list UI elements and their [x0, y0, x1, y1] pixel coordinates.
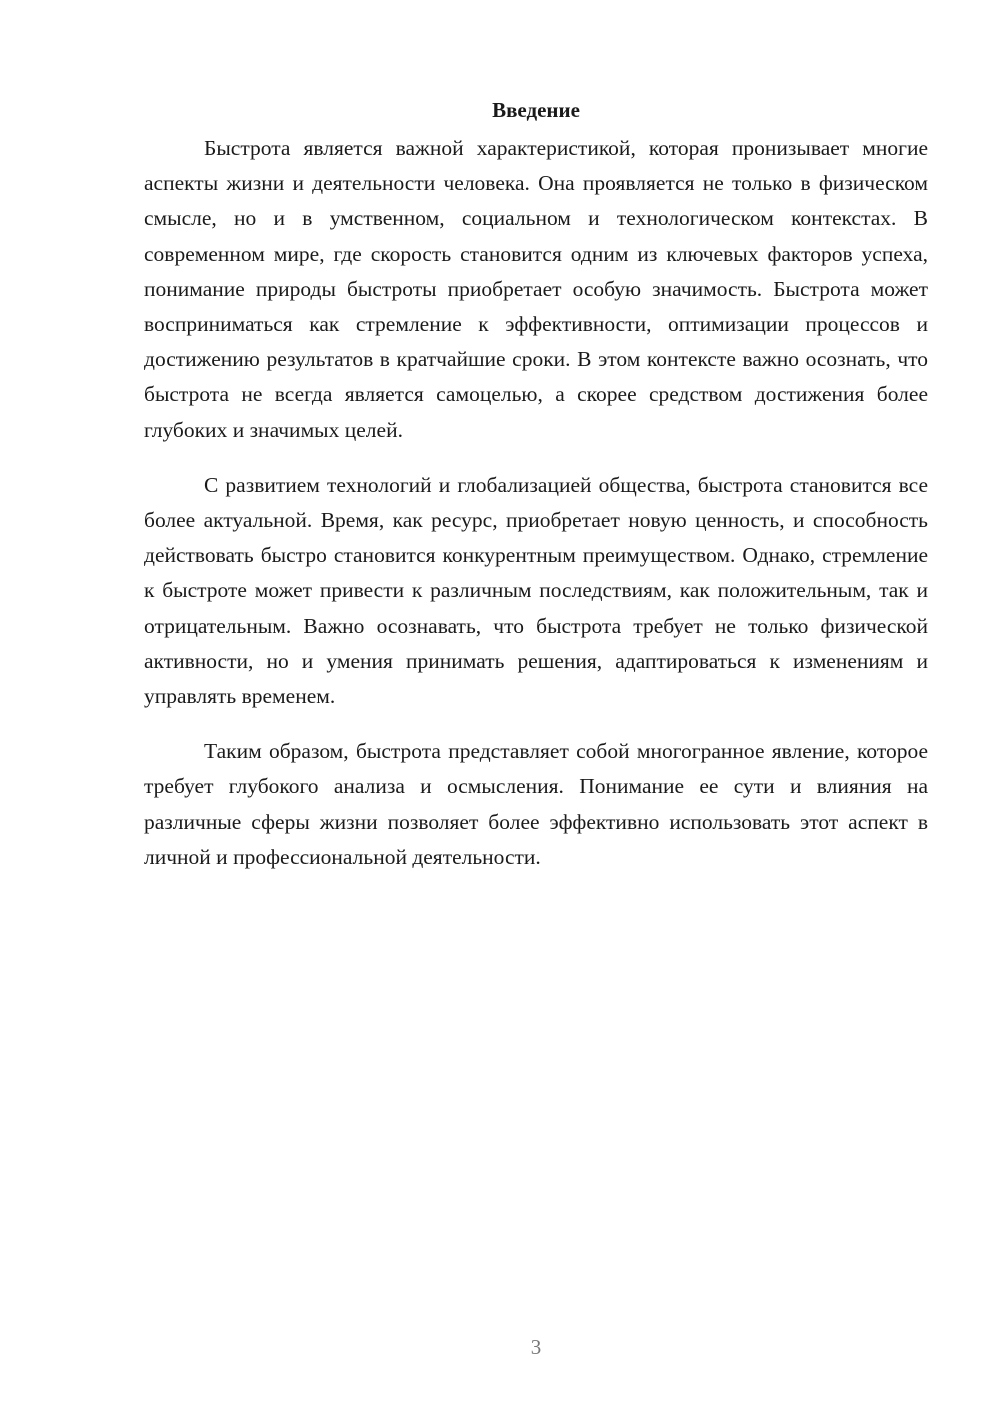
paragraph-1: Быстрота является важной характеристикой, которая пронизывает многие аспекты жизни и деятельности человека. Она проявляется не только в физическом смысле, но и в умственном, социальном и технологическом контекстах. В современном мире, где скорость становится одним из ключевых факторов успеха, понимание природы быстроты приобретает особую значимость. Быстрота может восприниматься как стремление к эффективности, оптимизации процессов и достижению результатов в кратчайшие сроки. В этом контексте важно осознать, что быстрота не всегда является самоцелью, а скорее средством достижения более глубоких и значимых целей.	[144, 136, 928, 442]
paragraph-2: С развитием технологий и глобализацией общества, быстрота становится все более актуальной. Время, как ресурс, приобретает новую ценность, и способность действовать быстро становится конкурентным преимуществом. Однако, стремление к быстроте может привести к различным последствиям, как положительным, так и отрицательным. Важно осознавать, что быстрота требует не только физической активности, но и умения принимать решения, адаптироваться к изменениям и управлять временем.	[144, 472, 928, 709]
section-title: Введение	[492, 98, 580, 122]
paragraph-3: Таким образом, быстрота представляет собой многогранное явление, которое требует глубокого анализа и осмысления. Понимание ее сути и влияния на различные сферы жизни позволяет более эффективно использовать этот аспект в личной и профессиональной деятельности.	[144, 739, 928, 869]
page-content	[144, 94, 928, 895]
page-number: 3	[530, 1335, 542, 1359]
